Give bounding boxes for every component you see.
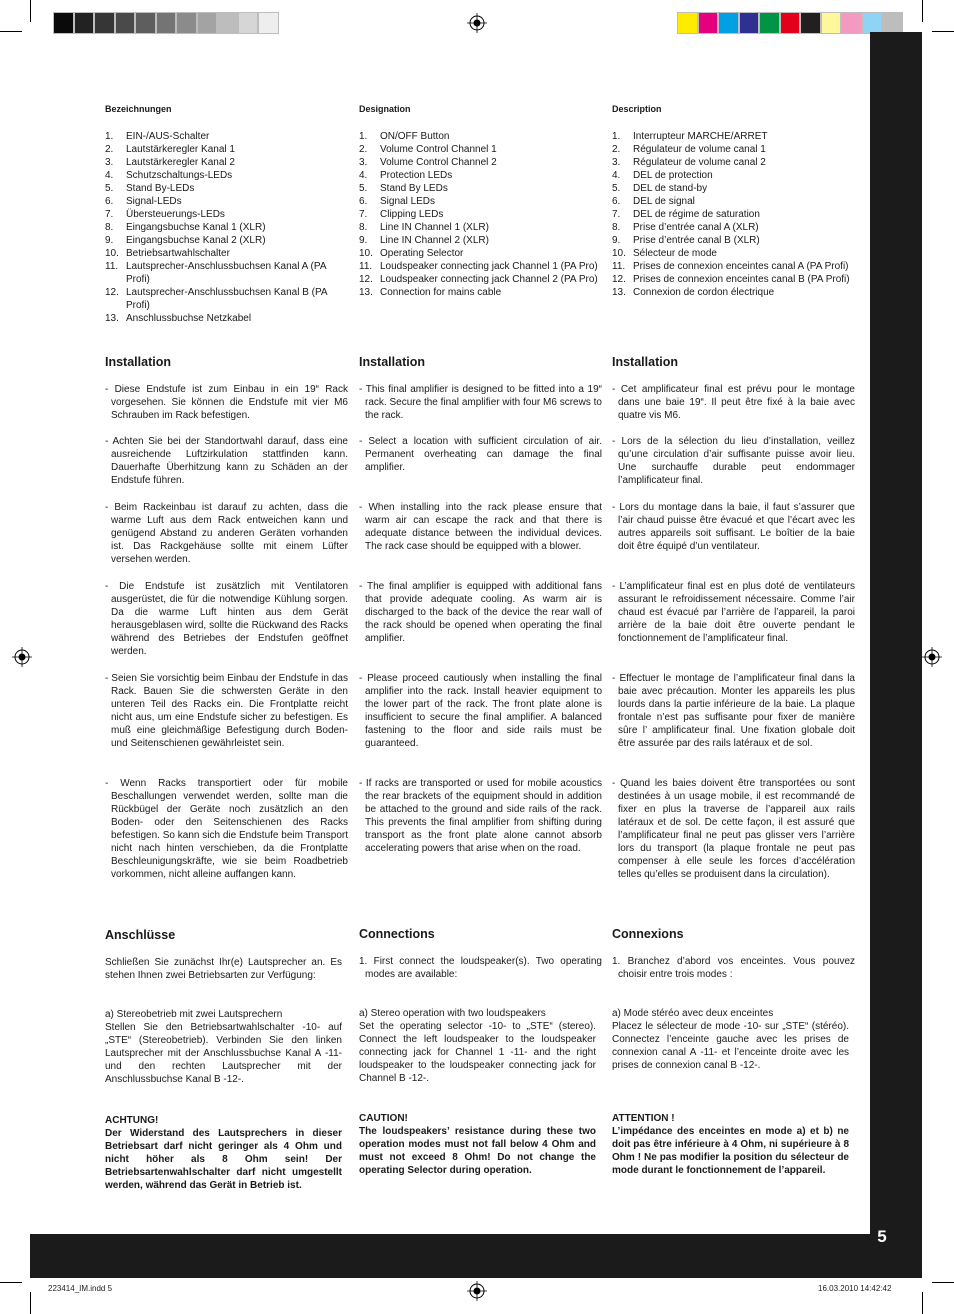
list-item: 3. Régulateur de volume canal 2 [612,157,766,168]
list-item: 8. Line IN Channel 1 (XLR) [359,222,489,233]
en-designation-list [359,130,604,299]
list-item: 12. Lautsprecher-Anschlussbuchsen Kanal B (PA Profi) [105,287,328,311]
gray-swatch [882,12,903,34]
en-connections-mode: a) Stereo operation with two loudspeakers [359,1008,546,1019]
gray-swatch [135,12,156,34]
de-caution-text: Der Widerstand des Lautsprechers in dieser Betriebsart darf nicht geringer als 4 Ohm und nicht höher als 8 Ohm sein! Der Betriebsartenwahlschalter darf nicht umgestellt werden, während das Gerät in Betrieb ist. [105,1128,342,1191]
list-item: 10. Sélecteur de mode [612,248,717,259]
en-connections-intro: 1. First connect the loudspeaker(s). Two operating modes are available: [359,956,602,980]
en-connections-title: Connections [359,927,435,941]
gray-swatch [238,12,259,34]
list-item: 7. Clipping LEDs [359,209,444,220]
list-item: 13. Connexion de cordon électrique [612,287,775,298]
registration-mark-icon [922,647,942,667]
en-installation-paragraph: - This final amplifier is designed to be fitted into a 19“ rack. Secure the final amplifier with four M6 screws to the rack. [359,384,602,421]
page-edge-bar [870,32,922,1234]
gray-swatch [74,12,95,34]
fr-installation-paragraph: - Lors de la sélection du lieu d’installation, veillez qu’une circulation d’air suffisante puisse avoir lieu. Une surchauffe durable peut endommager l’amplificateur final. [612,436,855,486]
list-item: 1. Interrupteur MARCHE/ARRET [612,131,768,142]
list-item: 4. Protection LEDs [359,170,453,181]
fr-connections-mode: a) Mode stéréo avec deux enceintes [612,1008,774,1019]
en-installation-paragraph: - The final amplifier is equipped with additional fans that provide adequate cooling. As warm air is discharged to the back of the device the rear wall of the rack should be opened when operating the final amplifier. [359,581,602,644]
cyan-swatch [718,12,739,34]
de-connections-intro: Schließen Sie zunächst Ihr(e) Lautsprecher an. Es stehen Ihnen zwei Betriebsarten zur Verfügung: [105,957,342,981]
fr-designation-list [612,130,857,299]
gray-swatch [176,12,197,34]
grayscale-color-bar [53,12,279,34]
gray-swatch [156,12,177,34]
list-item: 13. Connection for mains cable [359,287,502,298]
fr-designation-title: Description [612,104,662,114]
de-installation-paragraph: - Wenn Racks transportiert oder für mobile Beschallungen verwendet werden, sollte man die Rückbügel der Geräte noch zusätzlich an den Boden- oder den Seitenschienen des Racks befestigen. So kann sich die Endstufe beim Transport nicht nach hinten verschieben, da die Frontplatte Beschleunigungskräfte, wie sie beim Roadbetrieb vorkommen, nicht alleine auffangen kann. [105,778,348,880]
list-item: 11. Loudspeaker connecting jack Channel 1 (PA Pro) [359,261,598,272]
fr-connections-title: Connexions [612,927,684,941]
en-installation-title: Installation [359,355,425,369]
fr-installation-paragraph: - Quand les baies doivent être transportées ou sont destinées à un usage mobile, il est recommandé de fixer en plus la traverse de l’appareil aux rails latéraux et de sol. De cette façon, il est assuré que l’amplificateur final ne peut pas glisser vers l’arrière lors du transport (la plaque frontale ne peut pas compenser à elle seule les forces d’accélération telles qu’elles se produisent dans la circulation). [612,778,855,880]
red-swatch [780,12,801,34]
list-item: 2. Lautstärkeregler Kanal 1 [105,144,235,155]
de-caution-title: ACHTUNG! [105,1115,159,1126]
list-item: 9. Prise d’entrée canal B (XLR) [612,235,760,246]
light-yellow-swatch [821,12,842,34]
page-number: 5 [877,1227,887,1246]
gray-swatch [115,12,136,34]
fr-installation-title: Installation [612,355,678,369]
list-item: 6. DEL de signal [612,196,695,207]
list-item: 3. Lautstärkeregler Kanal 2 [105,157,235,168]
crop-mark [922,0,923,22]
en-installation-paragraph: - Select a location with sufficient circulation of air. Permanent overheating can damage the final amplifier. [359,436,602,473]
list-item: 6. Signal LEDs [359,196,436,207]
fr-installation-paragraph: - Lors du montage dans la baie, il faut s’assurer que l’air chaud puisse être évacué et que l’écart avec les autres appareils soit suffisant. Le boîtier de la baie doit être équipé d’un ventilateur. [612,502,855,552]
fr-connections-text: Placez le sélecteur de mode -10- sur „STE“ (stéréo). Connectez l’enceinte gauche avec les prises de connexion canal A -11- et l’enceinte droite avec les prises de connexion canal B -12-. [612,1021,849,1071]
fr-installation-paragraph: - Effectuer le montage de l’amplificateur final dans la baie avec précaution. Monter les appareils les plus lourds dans la partie inférieure de la baie. La plaque frontale n’est pas suffisante pour fixer de manière sûre l’ amplificateur final. Une fixation globale doit être assurée par des rails latéraux et de sol. [612,673,855,749]
list-item: 8. Prise d’entrée canal A (XLR) [612,222,759,233]
de-installation-title: Installation [105,355,171,369]
en-installation-paragraph: - Please proceed cautiously when installing the final amplifier into the rack. Install heavier equipment to the lower part of the rack. The front plate alone is insufficient to secure the final amplifier. A balanced fastening to the floor and side rails must be guaranteed. [359,673,602,749]
crop-mark [30,0,31,22]
crop-mark [932,1282,954,1283]
list-item: 11. Lautsprecher-Anschlussbuchsen Kanal A (PA Profi) [105,261,326,285]
list-item: 1. EIN-/AUS-Schalter [105,131,210,142]
fr-caution-title: ATTENTION ! [612,1113,675,1124]
pink-swatch [841,12,862,34]
list-item: 12. Loudspeaker connecting jack Channel 2 (PA Pro) [359,274,598,285]
crop-mark [0,1282,22,1283]
en-installation-paragraph: - When installing into the rack please ensure that warm air can escape the rack and that there is adequate distance between the individual devices. The rack case should be equipped with a blower. [359,502,602,552]
fr-connections-intro: 1. Branchez d’abord vos enceintes. Vous pouvez choisir entre trois modes : [612,956,855,980]
green-swatch [759,12,780,34]
de-designation-list [105,130,350,325]
en-caution-title: CAUTION! [359,1113,408,1124]
de-installation-paragraph: - Seien Sie vorsichtig beim Einbau der Endstufe in das Rack. Bauen Sie die schwersten Geräte in den unteren Teil des Racks ein. Die Frontplatte reicht nicht aus, um eine Endstufe sicher zu befestigen. Es muß eine gleichmäßige Befestigung durch Boden- und Seitenschienen gewährleistet sein. [105,673,348,749]
en-connections-text: Set the operating selector -10- to „STE“ (stereo). Connect the left loudspeaker to the loudspeaker connecting jack for Channel 1 -11- and the right loudspeaker to the loudspeaker connecting jack for Channel B -12-. [359,1021,596,1084]
crop-mark [922,1292,923,1314]
gray-swatch [217,12,238,34]
list-item: 8. Eingangsbuchse Kanal 1 (XLR) [105,222,266,233]
registration-mark-icon [467,13,487,33]
list-item: 3. Volume Control Channel 2 [359,157,497,168]
list-item: 5. DEL de stand-by [612,183,708,194]
gray-swatch [258,12,279,34]
en-installation-paragraph: - If racks are transported or used for mobile acoustics the rear brackets of the equipment should in addition be attached to the ground and side rails of the rack. This prevents the final amplifier from shifting during transport as the front plate alone cannot absorb accelerating powers that arise when on the road. [359,778,602,854]
list-item: 10. Betriebsartwahlschalter [105,248,230,259]
list-item: 13. Anschlussbuchse Netzkabel [105,313,252,324]
light-cyan-swatch [862,12,883,34]
list-item: 2. Volume Control Channel 1 [359,144,497,155]
fr-caution-text: L’impédance des enceintes en mode a) et b) ne doit pas être inférieure à 4 Ohm, ni supérieure à 8 Ohm ! Ne pas modifier la position du sélecteur de mode durant le fonctionnement de l’appareil. [612,1126,849,1176]
de-installation-paragraph: - Beim Rackeinbau ist darauf zu achten, dass die warme Luft aus dem Rack entweichen kann und genügend Abstand zu anderen Geräten vorhanden ist. Das Rackgehäuse sollte mit einem Lüfter versehen werden. [105,502,348,565]
black-swatch [800,12,821,34]
list-item: 2. Régulateur de volume canal 1 [612,144,766,155]
de-connections-mode: a) Stereobetrieb mit zwei Lautsprechern [105,1009,283,1020]
list-item: 5. Stand By-LEDs [105,183,195,194]
list-item: 11. Prises de connexion enceintes canal A (PA Profi) [612,261,849,272]
list-item: 7. Übersteuerungs-LEDs [105,209,225,220]
registration-mark-icon [467,1281,487,1301]
list-item: 9. Line IN Channel 2 (XLR) [359,235,489,246]
slug-file-info: 223414_IM.indd 5 [48,1284,113,1293]
en-caution-text: The loudspeakers’ resistance during these two operation modes must not fall below 4 Ohm and must not exceed 8 Ohm! Do not change the operating Selector during operation. [359,1126,596,1176]
gray-swatch [53,12,74,34]
de-installation-paragraph: - Diese Endstufe ist zum Einbau in ein 19“ Rack vorgesehen. Sie können die Endstufe mit vier M6 Schrauben im Rack befestigen. [105,384,348,421]
page-footer-bar [30,1234,922,1278]
list-item: 9. Eingangsbuchse Kanal 2 (XLR) [105,235,266,246]
list-item: 1. ON/OFF Button [359,131,450,142]
crop-mark [30,1292,31,1314]
fr-installation-paragraph: - L’amplificateur final est en plus doté de ventilateurs assurant le refroidissement nécessaire. Comme l’air chaud est évacué par l’arrière de l’appareil, la paroi arrière de la baie doit être ouverte pendant le fonctionnement de l’amplificateur final. [612,581,855,644]
gray-swatch [197,12,218,34]
process-color-bar [677,12,903,34]
registration-mark-icon [12,647,32,667]
en-designation-title: Designation [359,104,411,114]
de-designation-title: Bezeichnungen [105,104,172,114]
list-item: 4. DEL de protection [612,170,713,181]
list-item: 12. Prises de connexion enceintes canal B (PA Profi) [612,274,850,285]
crop-mark [0,31,22,32]
gray-swatch [94,12,115,34]
list-item: 6. Signal-LEDs [105,196,182,207]
de-connections-text: Stellen Sie den Betriebsartwahlschalter -10- auf „STE“ (Stereobetrieb). Verbinden Sie den linken Lautsprecher mit der Anschlussbuchse Kanal A -11- und den rechten Lautsprecher mit der Anschlussbuchse Kanal B -12-. [105,1022,342,1085]
crop-mark [932,31,954,32]
de-installation-paragraph: - Die Endstufe ist zusätzlich mit Ventilatoren ausgerüstet, die für die notwendige Kühlung sorgen. Da die warme Luft hinten aus dem Gerät herausgeblasen wird, sollte die Rückwand des Racks während des Betriebes der Endstufen geöffnet werden. [105,581,348,657]
slug-timestamp: 16.03.2010 14:42:42 [818,1284,892,1293]
yellow-swatch [677,12,698,34]
list-item: 5. Stand By LEDs [359,183,448,194]
magenta-swatch [698,12,719,34]
blue-swatch [739,12,760,34]
list-item: 4. Schutzschaltungs-LEDs [105,170,233,181]
de-installation-paragraph: - Achten Sie bei der Standortwahl darauf, dass eine ausreichende Luftzirkulation stattfinden kann. Dauerhafte Überhitzung kann zu Schäden an der Endstufe führen. [105,436,348,486]
fr-installation-paragraph: - Cet amplificateur final est prévu pour le montage dans une baie 19“. Il peut être fixé à la baie avec quatre vis M6. [612,384,855,421]
list-item: 7. DEL de régime de saturation [612,209,760,220]
list-item: 10. Operating Selector [359,248,464,259]
de-connections-title: Anschlüsse [105,928,176,942]
